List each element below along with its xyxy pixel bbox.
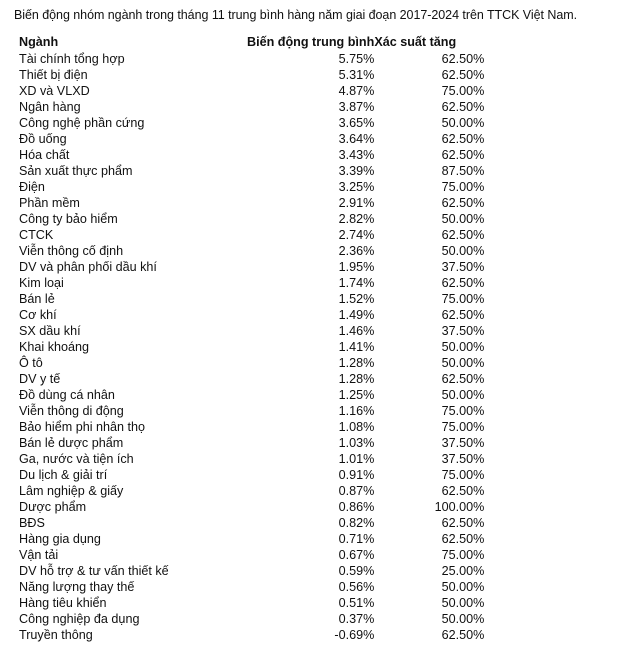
table-row: [19, 563, 484, 579]
prob-up-cell: 50.00%: [441, 612, 485, 626]
avg-change-cell: 1.16%: [338, 404, 375, 418]
avg-change-cell: 3.64%: [338, 132, 375, 146]
table-row: [19, 147, 484, 163]
sector-cell: CTCK: [19, 228, 54, 242]
sector-cell: Ga, nước và tiện ích: [19, 452, 134, 466]
avg-change-cell: 1.52%: [338, 292, 375, 306]
avg-change-cell: 0.86%: [338, 500, 375, 514]
prob-up-cell: 62.50%: [441, 148, 485, 162]
prob-up-cell: 50.00%: [441, 388, 485, 402]
table-row: [19, 195, 484, 211]
prob-up-cell: 62.50%: [441, 484, 485, 498]
avg-change-cell: 1.46%: [338, 324, 375, 338]
table-row: [19, 227, 484, 243]
sector-cell: Viễn thông cố định: [19, 244, 124, 258]
prob-up-cell: 62.50%: [441, 532, 485, 546]
avg-change-cell: -0.69%: [334, 628, 375, 642]
header-avg-change: Biến động trung bình: [247, 35, 375, 49]
avg-change-cell: 0.87%: [338, 484, 375, 498]
prob-up-cell: 75.00%: [441, 548, 485, 562]
prob-up-cell: 75.00%: [441, 468, 485, 482]
table-row: [19, 339, 484, 355]
avg-change-cell: 3.87%: [338, 100, 375, 114]
table-row: [19, 67, 484, 83]
prob-up-cell: 62.50%: [441, 372, 485, 386]
sector-cell: Hàng gia dụng: [19, 532, 101, 546]
sector-cell: Ngân hàng: [19, 100, 81, 114]
table-row: [19, 323, 484, 339]
table-row: [19, 467, 484, 483]
avg-change-cell: 2.91%: [338, 196, 375, 210]
page-title: Biến động nhóm ngành trong tháng 11 trung bình hàng năm giai đoạn 2017-2024 trên TTCK Việt Nam.: [14, 8, 578, 22]
sector-cell: Viễn thông di động: [19, 404, 124, 418]
sector-cell: Đồ uống: [19, 132, 67, 146]
sector-cell: Công nghiệp đa dụng: [19, 612, 140, 626]
avg-change-cell: 0.37%: [338, 612, 375, 626]
sector-cell: Công ty bảo hiểm: [19, 212, 118, 226]
avg-change-cell: 2.36%: [338, 244, 375, 258]
avg-change-cell: 5.31%: [338, 68, 375, 82]
table-row: [19, 307, 484, 323]
avg-change-cell: 0.82%: [338, 516, 375, 530]
avg-change-cell: 1.95%: [338, 260, 375, 274]
table-row: [19, 211, 484, 227]
prob-up-cell: 50.00%: [441, 244, 485, 258]
table-row: [19, 579, 484, 595]
sector-cell: Đồ dùng cá nhân: [19, 388, 115, 402]
table-body: [19, 51, 484, 643]
avg-change-cell: 0.67%: [338, 548, 375, 562]
avg-change-cell: 2.74%: [338, 228, 375, 242]
prob-up-cell: 62.50%: [441, 68, 485, 82]
prob-up-cell: 75.00%: [441, 404, 485, 418]
avg-change-cell: 5.75%: [338, 52, 375, 66]
prob-up-cell: 50.00%: [441, 340, 485, 354]
avg-change-cell: 3.25%: [338, 180, 375, 194]
sector-cell: Ô tô: [19, 356, 43, 370]
avg-change-cell: 0.71%: [338, 532, 375, 546]
sector-cell: Kim loại: [19, 276, 64, 290]
table-row: [19, 531, 484, 547]
sector-cell: Điện: [19, 180, 45, 194]
avg-change-cell: 4.87%: [338, 84, 375, 98]
sector-table: [19, 34, 484, 643]
sector-cell: Bảo hiểm phi nhân thọ: [19, 420, 146, 434]
prob-up-cell: 37.50%: [441, 452, 485, 466]
prob-up-cell: 50.00%: [441, 580, 485, 594]
table-row: [19, 595, 484, 611]
table-row: [19, 99, 484, 115]
prob-up-cell: 87.50%: [441, 164, 485, 178]
table-row: [19, 499, 484, 515]
prob-up-cell: 62.50%: [441, 196, 485, 210]
avg-change-cell: 1.25%: [338, 388, 375, 402]
avg-change-cell: 1.03%: [338, 436, 375, 450]
avg-change-cell: 0.56%: [338, 580, 375, 594]
table-row: [19, 275, 484, 291]
avg-change-cell: 0.91%: [338, 468, 375, 482]
prob-up-cell: 62.50%: [441, 628, 485, 642]
avg-change-cell: 1.28%: [338, 356, 375, 370]
table-row: [19, 179, 484, 195]
sector-cell: Khai khoáng: [19, 340, 90, 354]
sector-cell: Hàng tiêu khiển: [19, 596, 107, 610]
table-row: [19, 611, 484, 627]
header-prob-up: Xác suất tăng: [374, 35, 457, 49]
table-row: [19, 131, 484, 147]
table-row: [19, 515, 484, 531]
sector-cell: Bán lẻ dược phẩm: [19, 436, 124, 450]
sector-cell: Cơ khí: [19, 308, 57, 322]
avg-change-cell: 1.01%: [338, 452, 375, 466]
avg-change-cell: 0.51%: [338, 596, 375, 610]
sector-cell: Phần mềm: [19, 196, 80, 210]
prob-up-cell: 62.50%: [441, 132, 485, 146]
avg-change-cell: 3.39%: [338, 164, 375, 178]
table-row: [19, 355, 484, 371]
table-row: [19, 451, 484, 467]
avg-change-cell: 2.82%: [338, 212, 375, 226]
sector-cell: Hóa chất: [19, 148, 70, 162]
sector-cell: Tài chính tổng hợp: [19, 52, 125, 66]
prob-up-cell: 75.00%: [441, 420, 485, 434]
sector-cell: Dược phẩm: [19, 500, 87, 514]
sector-cell: XD và VLXD: [19, 84, 90, 98]
prob-up-cell: 62.50%: [441, 100, 485, 114]
sector-cell: Bán lẻ: [19, 292, 55, 306]
table-row: [19, 387, 484, 403]
sector-cell: DV y tế: [19, 372, 61, 386]
prob-up-cell: 50.00%: [441, 116, 485, 130]
prob-up-cell: 75.00%: [441, 292, 485, 306]
prob-up-cell: 50.00%: [441, 356, 485, 370]
prob-up-cell: 75.00%: [441, 84, 485, 98]
table-header-row: [19, 34, 484, 51]
sector-cell: DV hỗ trợ & tư vấn thiết kế: [19, 564, 169, 578]
sector-cell: SX dầu khí: [19, 324, 81, 338]
sector-cell: Du lịch & giải trí: [19, 468, 108, 482]
table-row: [19, 291, 484, 307]
sector-cell: Truyền thông: [19, 628, 93, 642]
avg-change-cell: 3.65%: [338, 116, 375, 130]
sector-cell: Thiết bị điện: [19, 68, 88, 82]
sector-cell: Sản xuất thực phẩm: [19, 164, 133, 178]
prob-up-cell: 75.00%: [441, 180, 485, 194]
header-sector: Ngành: [19, 35, 59, 49]
avg-change-cell: 0.59%: [338, 564, 375, 578]
prob-up-cell: 62.50%: [441, 52, 485, 66]
prob-up-cell: 25.00%: [441, 564, 485, 578]
table-row: [19, 51, 484, 67]
prob-up-cell: 50.00%: [441, 212, 485, 226]
table-row: [19, 627, 484, 643]
table-row: [19, 371, 484, 387]
table-row: [19, 243, 484, 259]
avg-change-cell: 1.41%: [338, 340, 375, 354]
avg-change-cell: 1.49%: [338, 308, 375, 322]
table-row: [19, 259, 484, 275]
prob-up-cell: 62.50%: [441, 516, 485, 530]
sector-cell: Vận tải: [19, 548, 59, 562]
prob-up-cell: 62.50%: [441, 276, 485, 290]
sector-cell: Lâm nghiệp & giấy: [19, 484, 124, 498]
sector-cell: BĐS: [19, 516, 45, 530]
avg-change-cell: 1.08%: [338, 420, 375, 434]
table-row: [19, 115, 484, 131]
avg-change-cell: 3.43%: [338, 148, 375, 162]
table-row: [19, 83, 484, 99]
prob-up-cell: 37.50%: [441, 260, 485, 274]
sector-cell: Công nghệ phần cứng: [19, 116, 145, 130]
avg-change-cell: 1.28%: [338, 372, 375, 386]
prob-up-cell: 62.50%: [441, 308, 485, 322]
table-row: [19, 163, 484, 179]
prob-up-cell: 100.00%: [434, 500, 485, 514]
prob-up-cell: 62.50%: [441, 228, 485, 242]
prob-up-cell: 50.00%: [441, 596, 485, 610]
sector-cell: Năng lượng thay thế: [19, 580, 135, 594]
prob-up-cell: 37.50%: [441, 324, 485, 338]
table-row: [19, 483, 484, 499]
table-row: [19, 419, 484, 435]
table-row: [19, 435, 484, 451]
sector-cell: DV và phân phối dầu khí: [19, 260, 157, 274]
table-row: [19, 403, 484, 419]
prob-up-cell: 37.50%: [441, 436, 485, 450]
avg-change-cell: 1.74%: [338, 276, 375, 290]
table-row: [19, 547, 484, 563]
